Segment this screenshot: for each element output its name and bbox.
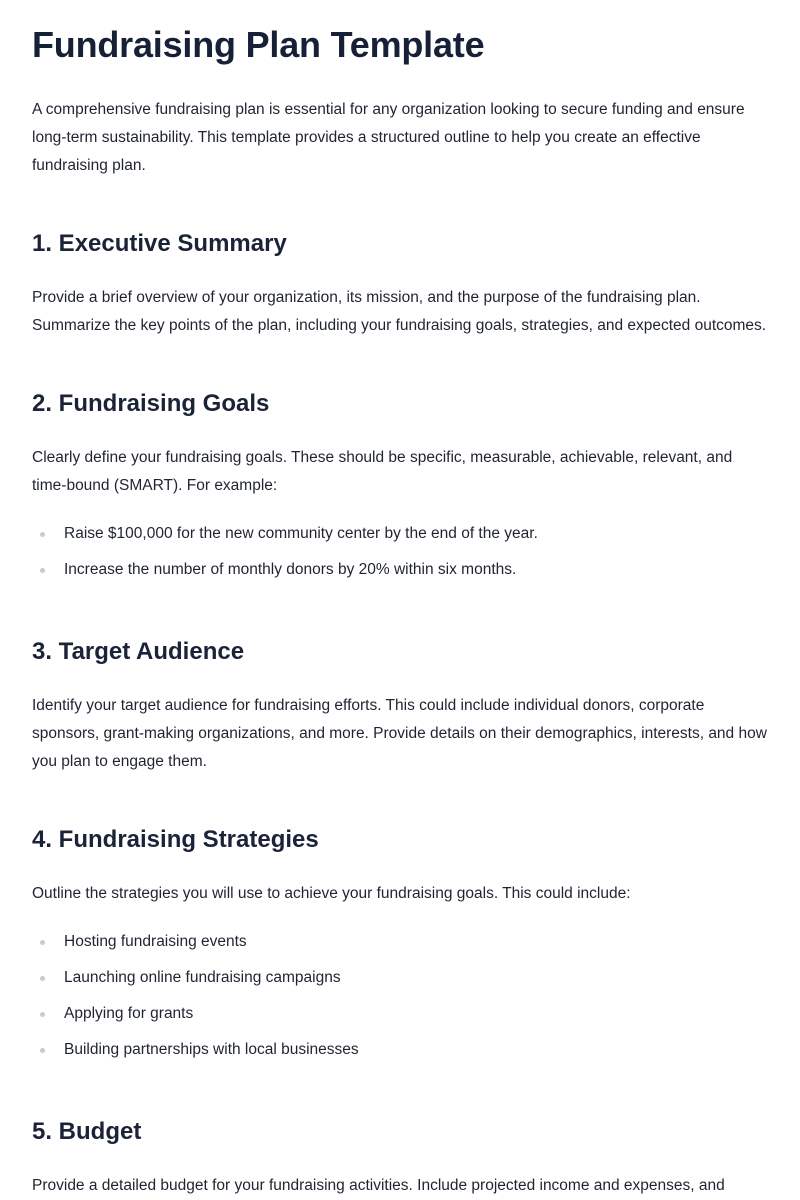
strategies-list: [32, 924, 768, 1068]
list-item-text: Applying for grants: [64, 1005, 194, 1022]
goals-list: [32, 516, 768, 588]
list-item: [32, 924, 768, 960]
list-item: [32, 552, 768, 588]
list-item: [32, 996, 768, 1032]
list-item-text: Hosting fundraising events: [64, 933, 247, 950]
list-item: [32, 960, 768, 996]
section-paragraph: Clearly define your fundraising goals. These should be specific, measurable, achievable, relevant, and time-bound (SMART). For example:: [32, 449, 733, 494]
bullet-icon: [40, 940, 45, 945]
section-paragraph: Outline the strategies you will use to achieve your fundraising goals. This could include:: [32, 885, 631, 902]
bullet-icon: [40, 1012, 45, 1017]
bullet-icon: [40, 976, 45, 981]
section-heading: 3. Target Audience: [32, 638, 245, 665]
section-budget: [32, 1116, 768, 1200]
section-heading: 2. Fundraising Goals: [32, 390, 270, 417]
page-title: Fundraising Plan Template: [32, 24, 485, 65]
section-paragraph: Provide a detailed budget for your fundraising activities. Include projected income and expenses, and: [32, 1177, 725, 1194]
section-target-audience: [32, 636, 768, 776]
list-item-text: Raise $100,000 for the new community center by the end of the year.: [64, 525, 538, 542]
list-item-text: Increase the number of monthly donors by 20% within six months.: [64, 561, 517, 578]
list-item-text: Launching online fundraising campaigns: [64, 969, 341, 986]
section-heading: 5. Budget: [32, 1118, 142, 1145]
bullet-icon: [40, 1048, 45, 1053]
list-item-text: Building partnerships with local businesses: [64, 1041, 359, 1058]
intro-paragraph: A comprehensive fundraising plan is essential for any organization looking to secure funding and ensure long-term sustainability. This template provides a structured outline to help you create an effective fundraising plan.: [32, 101, 745, 174]
list-item: [32, 1032, 768, 1068]
section-paragraph: Provide a brief overview of your organization, its mission, and the purpose of the fundraising plan. Summarize the key points of the plan, including your fundraising goals, strategies, and expected outcomes.: [32, 289, 767, 334]
section-heading: 1. Executive Summary: [32, 230, 287, 257]
bullet-icon: [40, 532, 45, 537]
section-executive-summary: [32, 228, 768, 340]
section-fundraising-goals: [32, 388, 768, 588]
section-fundraising-strategies: [32, 824, 768, 1068]
section-heading: 4. Fundraising Strategies: [32, 826, 319, 853]
list-item: [32, 516, 768, 552]
bullet-icon: [40, 568, 45, 573]
section-paragraph: Identify your target audience for fundraising efforts. This could include individual donors, corporate sponsors, grant-making organizations, and more. Provide details on their demographics, interests, and how you plan to engage them.: [32, 697, 767, 770]
